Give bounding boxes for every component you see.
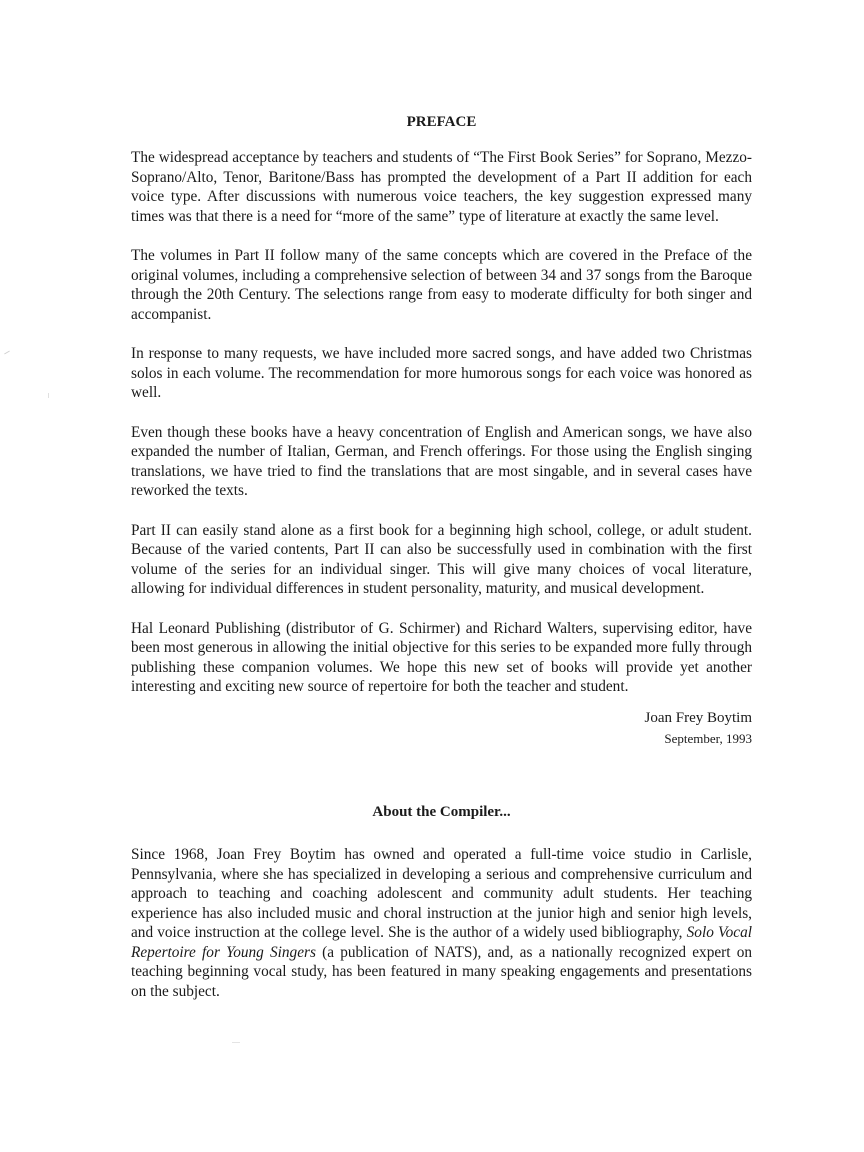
scan-speck: [4, 351, 10, 355]
signature-block: [131, 709, 752, 748]
signature-date: September, 1993: [664, 730, 752, 746]
preface-paragraph: The volumes in Part II follow many of the same concepts which are covered in the Preface of the original volumes, including a comprehensive selection of between 34 and 37 songs from the Baroque through the 20th Century. The selections range from easy to moderate difficulty for both singer and accompanist.: [131, 247, 752, 323]
about-compiler-title: About the Compiler...: [372, 804, 511, 820]
preface-paragraph: Hal Leonard Publishing (distributor of G. Schirmer) and Richard Walters, supervising editor, have been most generous in allowing the initial objective for this series to be expanded more fully through publishing these companion volumes. We hope this new set of books will provide yet another interesting and exciting new source of repertoire for both the teacher and student.: [131, 619, 752, 695]
preface-section: [131, 114, 752, 748]
scan-speck: [48, 393, 49, 398]
preface-paragraph: Part II can easily stand alone as a first book for a beginning high school, college, or adult student. Because of the varied contents, Part II can also be successfully used in combination with the first volume of the series for an individual singer. This will give many choices of vocal literature, allowing for individual differences in student personality, maturity, and musical development.: [131, 521, 752, 597]
preface-paragraph: Even though these books have a heavy concentration of English and American songs, we have also expanded the number of Italian, German, and French offerings. For those using the English singing translations, we have tried to find the translations that are most singable, and in several cases have reworked the texts.: [131, 423, 752, 499]
about-text-after: (a publication of NATS), and, as a nationally recognized expert on teaching beginning vocal study, has been featured in many speaking engagements and presentations on the subject.: [131, 943, 752, 1000]
preface-paragraph: In response to many requests, we have included more sacred songs, and have added two Christmas solos in each volume. The recommendation for more humorous songs for each voice was honored as well.: [131, 345, 752, 401]
about-compiler-paragraph: [131, 845, 752, 1001]
scan-speck: [232, 1042, 240, 1043]
preface-paragraph: The widespread acceptance by teachers and students of “The First Book Series” for Soprano, Mezzo-Soprano/Alto, Tenor, Baritone/Bass has prompted the development of a Part II addition for each voice type. After discussions with numerous voice teachers, the key suggestion expressed many times was that there is a need for “more of the same” type of literature at exactly the same level.: [131, 149, 752, 225]
book-title: Solo Vocal Repertoire for Young Singers: [131, 924, 752, 961]
preface-title: PREFACE: [406, 114, 477, 130]
signature-name: Joan Frey Boytim: [644, 709, 752, 726]
about-compiler-section: [131, 804, 752, 1001]
about-text-before: Since 1968, Joan Frey Boytim has owned and operated a full-time voice studio in Carlisle, Pennsylvania, where she has specialized in developing a serious and comprehensive curriculum and approach to teaching and coaching adolescent and community adult students. Her teaching experience has also included music and choral instruction at the junior high and senior high levels, and voice instruction at the college level. She is the author of a widely used bibliography,: [131, 846, 752, 941]
